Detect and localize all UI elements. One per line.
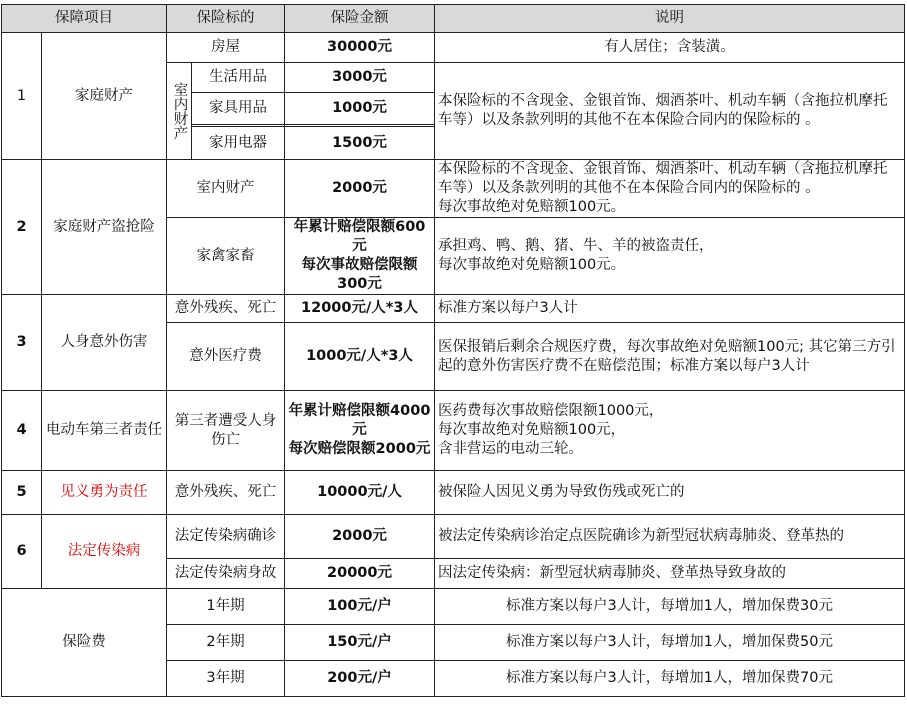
row-amount: 年累计赔偿限额4000元 每次赔偿限额2000元 <box>285 391 435 471</box>
row-number: 4 <box>2 391 42 471</box>
row-item: 电动车第三者责任 <box>42 391 167 471</box>
header-row <box>2 5 905 33</box>
insurance-table <box>1 4 905 697</box>
header-note: 说明 <box>435 5 905 33</box>
premium-note: 标准方案以每户3人计，每增加1人，增加保费50元 <box>435 625 905 661</box>
row-target: 法定传染病确诊 <box>167 515 285 559</box>
row-target: 家具用品 <box>192 93 285 125</box>
row-number: 6 <box>2 515 42 589</box>
row-amount: 2000元 <box>285 160 435 218</box>
row-amount: 10000元/人 <box>285 471 435 515</box>
row-target: 第三者遭受人身伤亡 <box>167 391 285 471</box>
premium-price: 100元/户 <box>285 589 435 625</box>
header-item: 保障项目 <box>2 5 167 33</box>
table-row <box>2 33 905 63</box>
row-amount: 3000元 <box>285 63 435 93</box>
row-target: 意外残疾、死亡 <box>167 295 285 323</box>
row-target: 生活用品 <box>192 63 285 93</box>
row-amount: 12000元/人*3人 <box>285 295 435 323</box>
table-row <box>2 391 905 471</box>
table-row <box>2 515 905 559</box>
row-note: 本保险标的不含现金、金银首饰、烟酒茶叶、机动车辆（含拖拉机摩托车等）以及条款列明的其他不在本保险合同内的保险标的 。 每次事故绝对免赔额100元。 <box>435 160 905 218</box>
row-item: 见义勇为责任 <box>42 471 167 515</box>
row-item: 家庭财产 <box>42 33 167 160</box>
premium-term: 2年期 <box>167 625 285 661</box>
row-number: 2 <box>2 160 42 295</box>
row-target: 法定传染病身故 <box>167 559 285 589</box>
row-number: 3 <box>2 295 42 391</box>
row-amount: 2000元 <box>285 515 435 559</box>
row-amount: 1000元/人*3人 <box>285 323 435 391</box>
row-item: 法定传染病 <box>42 515 167 589</box>
header-amount: 保险金额 <box>285 5 435 33</box>
row-target: 家用电器 <box>192 127 285 160</box>
row-amount: 30000元 <box>285 33 435 63</box>
row-target: 意外医疗费 <box>167 323 285 391</box>
row-note: 本保险标的不含现金、金银首饰、烟酒茶叶、机动车辆（含拖拉机摩托车等）以及条款列明的其他不在本保险合同内的保险标的 。 <box>435 63 905 160</box>
premium-term: 3年期 <box>167 661 285 697</box>
row-note: 有人居住；含装潢。 <box>435 33 905 63</box>
row-note: 医药费每次事故赔偿限额1000元， 每次事故绝对免赔额100元， 含非营运的电动三轮。 <box>435 391 905 471</box>
row-number: 5 <box>2 471 42 515</box>
group-label: 室内财产 <box>167 63 192 160</box>
premium-note: 标准方案以每户3人计，每增加1人，增加保费70元 <box>435 661 905 697</box>
row-note: 被保险人因见义勇为导致伤残或死亡的 <box>435 471 905 515</box>
row-amount: 年累计赔偿限额600元 每次事故赔偿限额300元 <box>285 218 435 295</box>
table-row <box>2 589 905 625</box>
premium-term: 1年期 <box>167 589 285 625</box>
table-row <box>2 160 905 218</box>
row-number: 1 <box>2 33 42 160</box>
row-amount: 1000元 <box>285 93 435 125</box>
premium-price: 200元/户 <box>285 661 435 697</box>
row-target: 家禽家畜 <box>167 218 285 295</box>
row-note: 被法定传染病诊治定点医院确诊为新型冠状病毒肺炎、登革热的 <box>435 515 905 559</box>
header-target: 保险标的 <box>167 5 285 33</box>
premium-note: 标准方案以每户3人计，每增加1人，增加保费30元 <box>435 589 905 625</box>
row-amount: 20000元 <box>285 559 435 589</box>
row-note: 医保报销后剩余合规医疗费，每次事故绝对免赔额100元; 其它第三方引起的意外伤害医疗费不在赔偿范围；标准方案以每户3人计 <box>435 323 905 391</box>
premium-label: 保险费 <box>2 589 167 697</box>
row-note: 标准方案以每户3人计 <box>435 295 905 323</box>
row-note: 承担鸡、鸭、鹅、猪、牛、羊的被盗责任， 每次事故绝对免赔额100元。 <box>435 218 905 295</box>
table-row <box>2 295 905 323</box>
row-item: 家庭财产盗抢险 <box>42 160 167 295</box>
table-row <box>2 471 905 515</box>
row-target: 意外残疾、死亡 <box>167 471 285 515</box>
row-target: 房屋 <box>167 33 285 63</box>
row-target: 室内财产 <box>167 160 285 218</box>
row-amount: 1500元 <box>285 127 435 160</box>
premium-price: 150元/户 <box>285 625 435 661</box>
row-note: 因法定传染病：新型冠状病毒肺炎、登革热导致身故的 <box>435 559 905 589</box>
row-item: 人身意外伤害 <box>42 295 167 391</box>
